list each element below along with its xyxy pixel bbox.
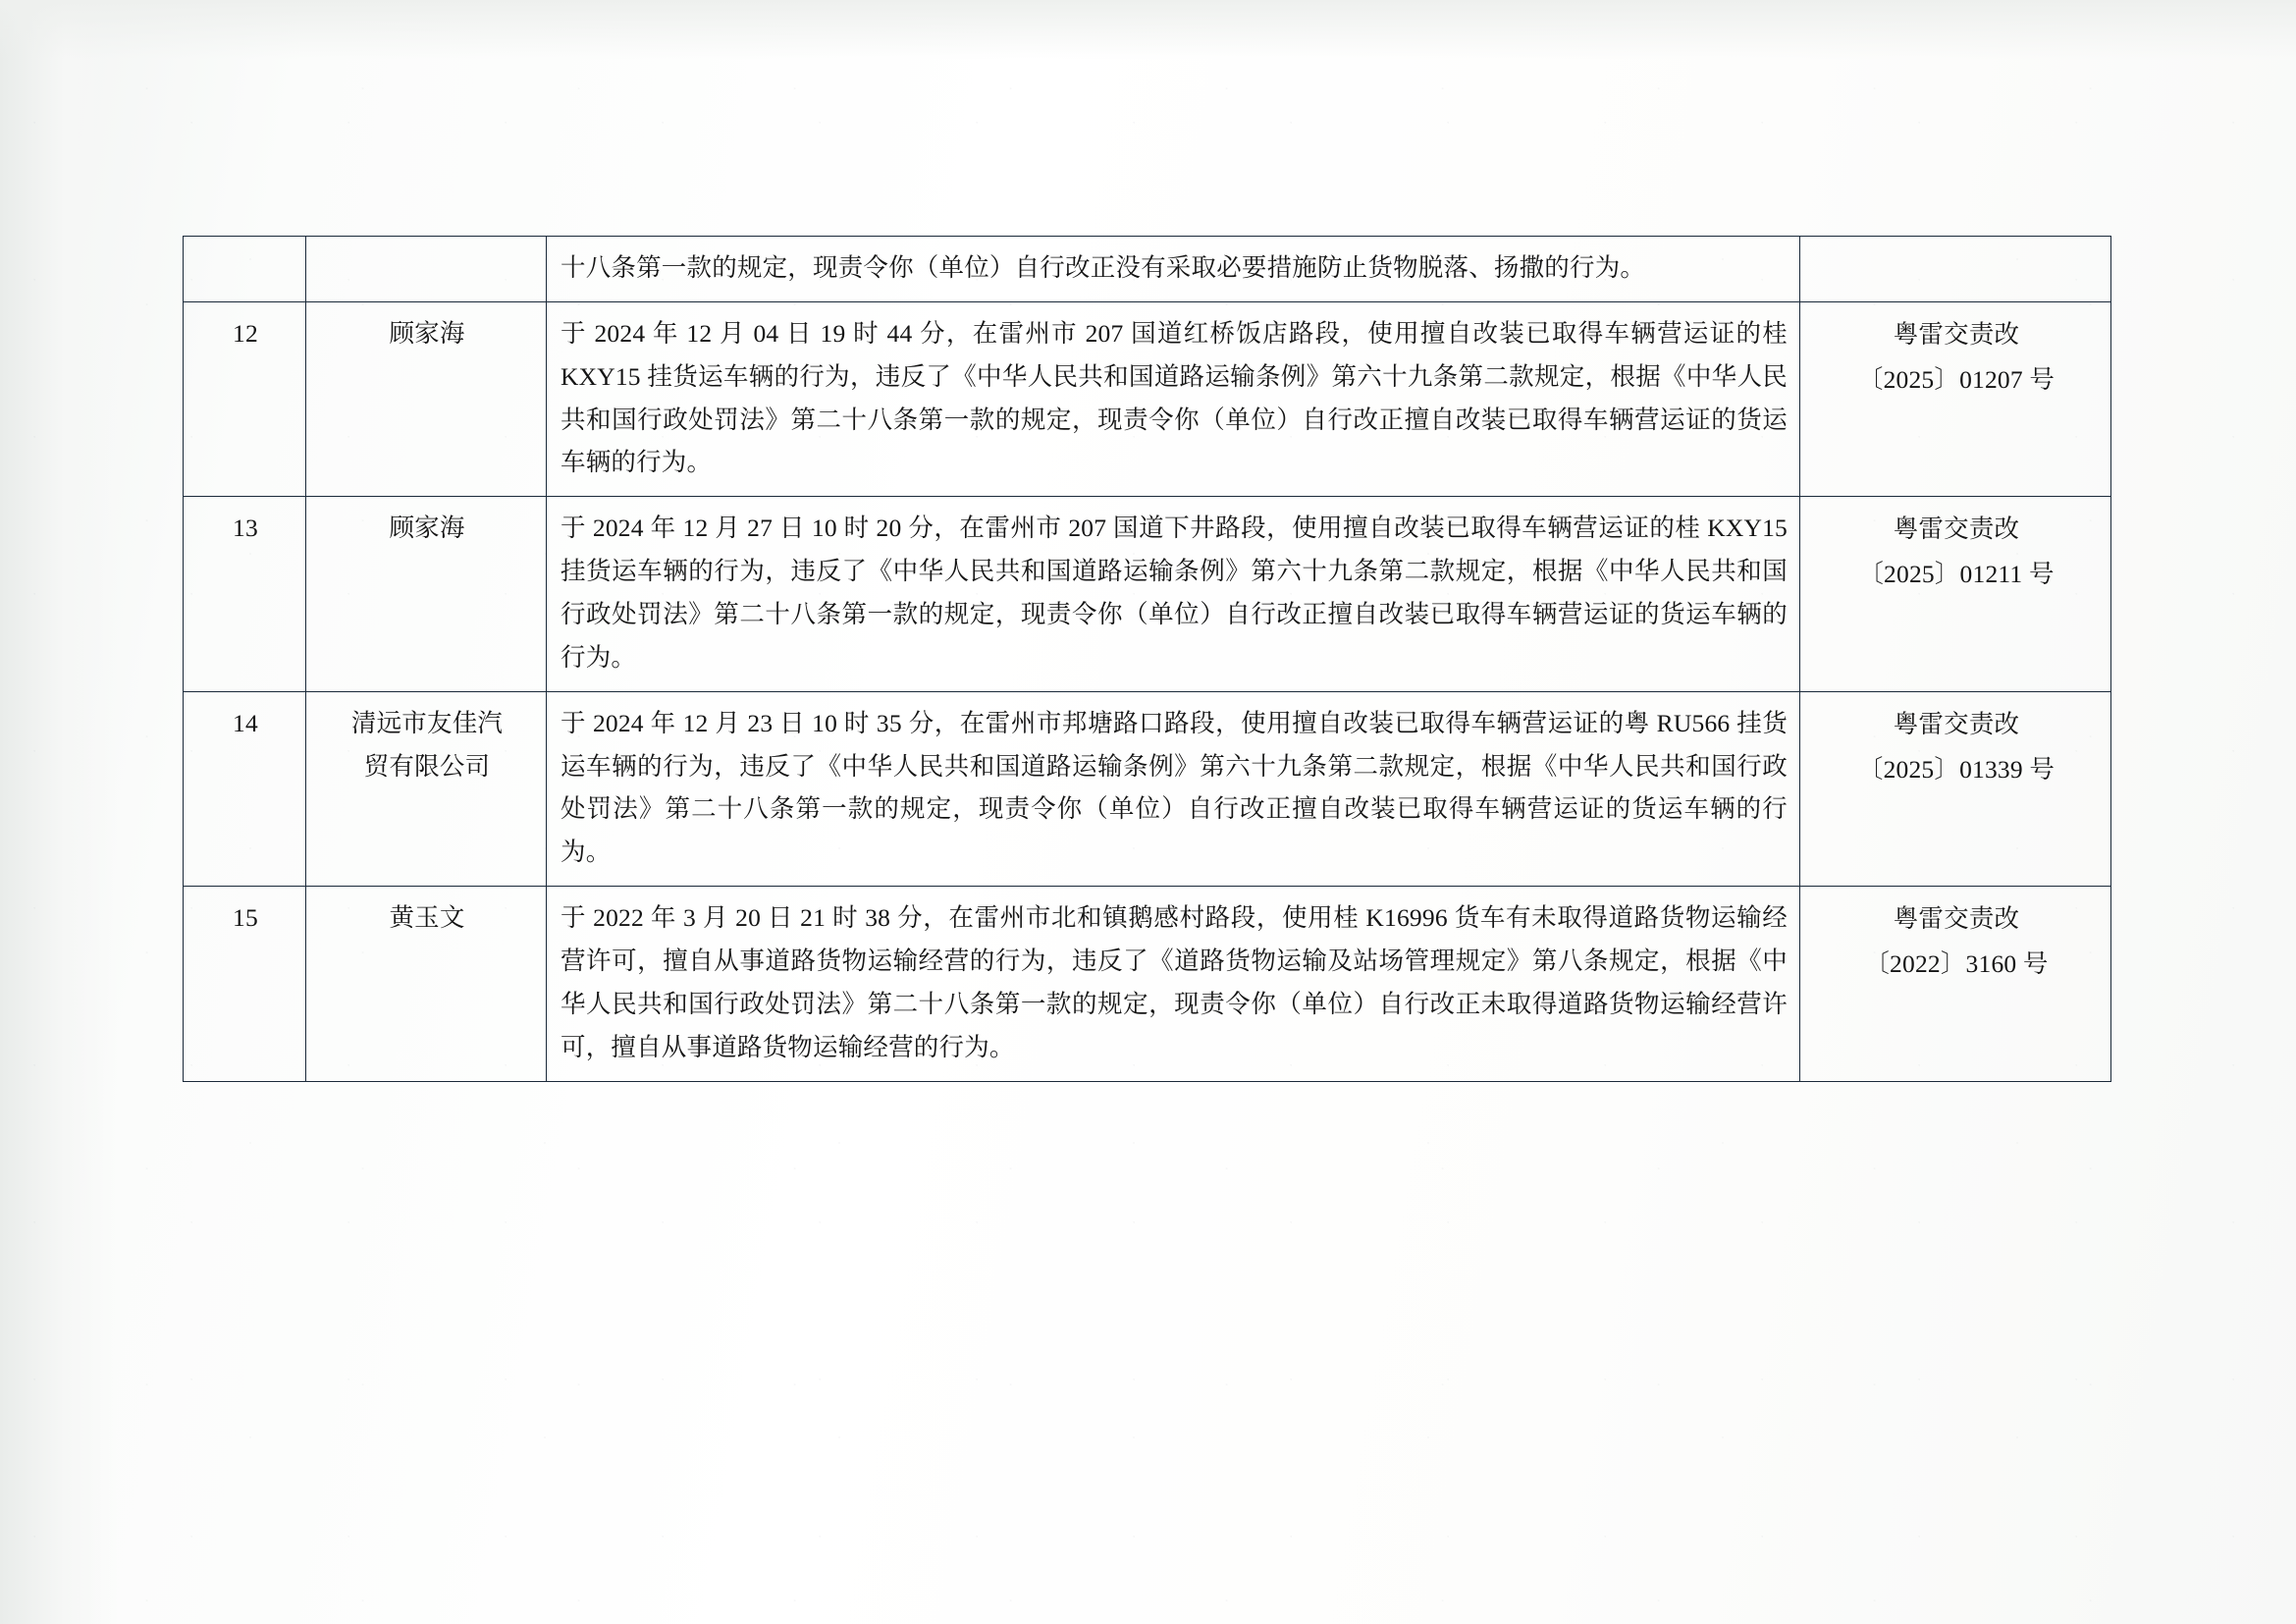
party-name-cell bbox=[306, 691, 547, 886]
penalty-table-body bbox=[184, 237, 2111, 1082]
row-number-cell: 12 bbox=[184, 301, 306, 496]
case-description-text: 十八条第一款的规定，现责令你（单位）自行改正没有采取必要措施防止货物脱落、扬撒的行为。 bbox=[561, 253, 1646, 282]
party-name-line: 顾家海 bbox=[389, 318, 465, 348]
party-name-cell bbox=[306, 237, 547, 302]
penalty-table bbox=[183, 236, 2111, 1082]
case-description-cell bbox=[547, 691, 1800, 886]
document-number-line: 粤雷交责改 bbox=[1893, 514, 2020, 544]
party-name-cell bbox=[306, 887, 547, 1081]
document-number-line: 〔2025〕01207 号 bbox=[1857, 364, 2056, 394]
party-name-cell bbox=[306, 301, 547, 496]
table-row bbox=[184, 497, 2111, 691]
document-number-cell bbox=[1800, 237, 2111, 302]
document-number-cell bbox=[1800, 691, 2111, 886]
party-name-line: 贸有限公司 bbox=[363, 751, 491, 781]
document-number-cell bbox=[1800, 497, 2111, 691]
party-name-line: 清远市友佳汽 bbox=[350, 708, 504, 737]
document-number-line: 粤雷交责改 bbox=[1893, 709, 2020, 738]
row-number-cell bbox=[184, 237, 306, 302]
case-description-cell bbox=[547, 237, 1800, 302]
case-description-text: 于 2022 年 3 月 20 日 21 时 38 分，在雷州市北和镇鹅感村路段，使用桂 K16996 货车有未取得道路货物运输经营许可，擅自从事道路货物运输经营的行为，违反了《道路货物运输及站场管理规定》第八条规定，根据《中华人民共和国行政处罚法》第二十八条第一款的规定，现责令你（单位）自行改正未取得道路货物运输经营许可，擅自从事道路货物运输经营的行为。 bbox=[561, 903, 1788, 1061]
table-row bbox=[184, 237, 2111, 302]
document-number-line: 〔2025〕01211 号 bbox=[1858, 560, 2055, 589]
row-number-cell: 14 bbox=[184, 691, 306, 886]
table-row bbox=[184, 887, 2111, 1081]
document-number-line: 〔2022〕3160 号 bbox=[1864, 949, 2049, 979]
row-number-cell: 13 bbox=[184, 497, 306, 691]
case-description-text: 于 2024 年 12 月 27 日 10 时 20 分，在雷州市 207 国道下井路段，使用擅自改装已取得车辆营运证的桂 KXY15 挂货运车辆的行为，违反了《中华人民共和国道路运输条例》第六十九条第二款规定，根据《中华人民共和国行政处罚法》第二十八条第一款的规定，现责令你（单位）自行改正擅自改装已取得车辆营运证的货运车辆的行为。 bbox=[561, 514, 1788, 672]
party-name-cell bbox=[306, 497, 547, 691]
document-number-line: 粤雷交责改 bbox=[1893, 904, 2020, 934]
table-row bbox=[184, 691, 2111, 886]
case-description-text: 于 2024 年 12 月 23 日 10 时 35 分，在雷州市邦塘路口路段，使用擅自改装已取得车辆营运证的粤 RU566 挂货运车辆的行为，违反了《中华人民共和国道路运输条例》第六十九条第二款规定，根据《中华人民共和国行政处罚法》第二十八条第一款的规定，现责令你（单位）自行改正擅自改装已取得车辆营运证的货运车辆的行为。 bbox=[561, 708, 1788, 867]
document-number-line: 粤雷交责改 bbox=[1893, 319, 2020, 349]
document-number-cell bbox=[1800, 301, 2111, 496]
scan-shadow-left bbox=[0, 0, 118, 1624]
party-name-line: 黄玉文 bbox=[389, 903, 465, 933]
document-number-line: 〔2025〕01339 号 bbox=[1857, 754, 2056, 784]
case-description-cell bbox=[547, 301, 1800, 496]
party-name-line: 顾家海 bbox=[389, 514, 465, 543]
row-number-cell: 15 bbox=[184, 887, 306, 1081]
case-description-text: 于 2024 年 12 月 04 日 19 时 44 分，在雷州市 207 国道红桥饭店路段，使用擅自改装已取得车辆营运证的桂 KXY15 挂货运车辆的行为，违反了《中华人民共和国道路运输条例》第六十九条第二款规定，根据《中华人民共和国行政处罚法》第二十八条第一款的规定，现责令你（单位）自行改正擅自改装已取得车辆营运证的货运车辆的行为。 bbox=[561, 318, 1788, 477]
document-body bbox=[183, 236, 2111, 1082]
document-number-cell bbox=[1800, 887, 2111, 1081]
table-row bbox=[184, 301, 2111, 496]
case-description-cell bbox=[547, 887, 1800, 1081]
case-description-cell bbox=[547, 497, 1800, 691]
scan-shadow-top bbox=[0, 0, 2296, 59]
